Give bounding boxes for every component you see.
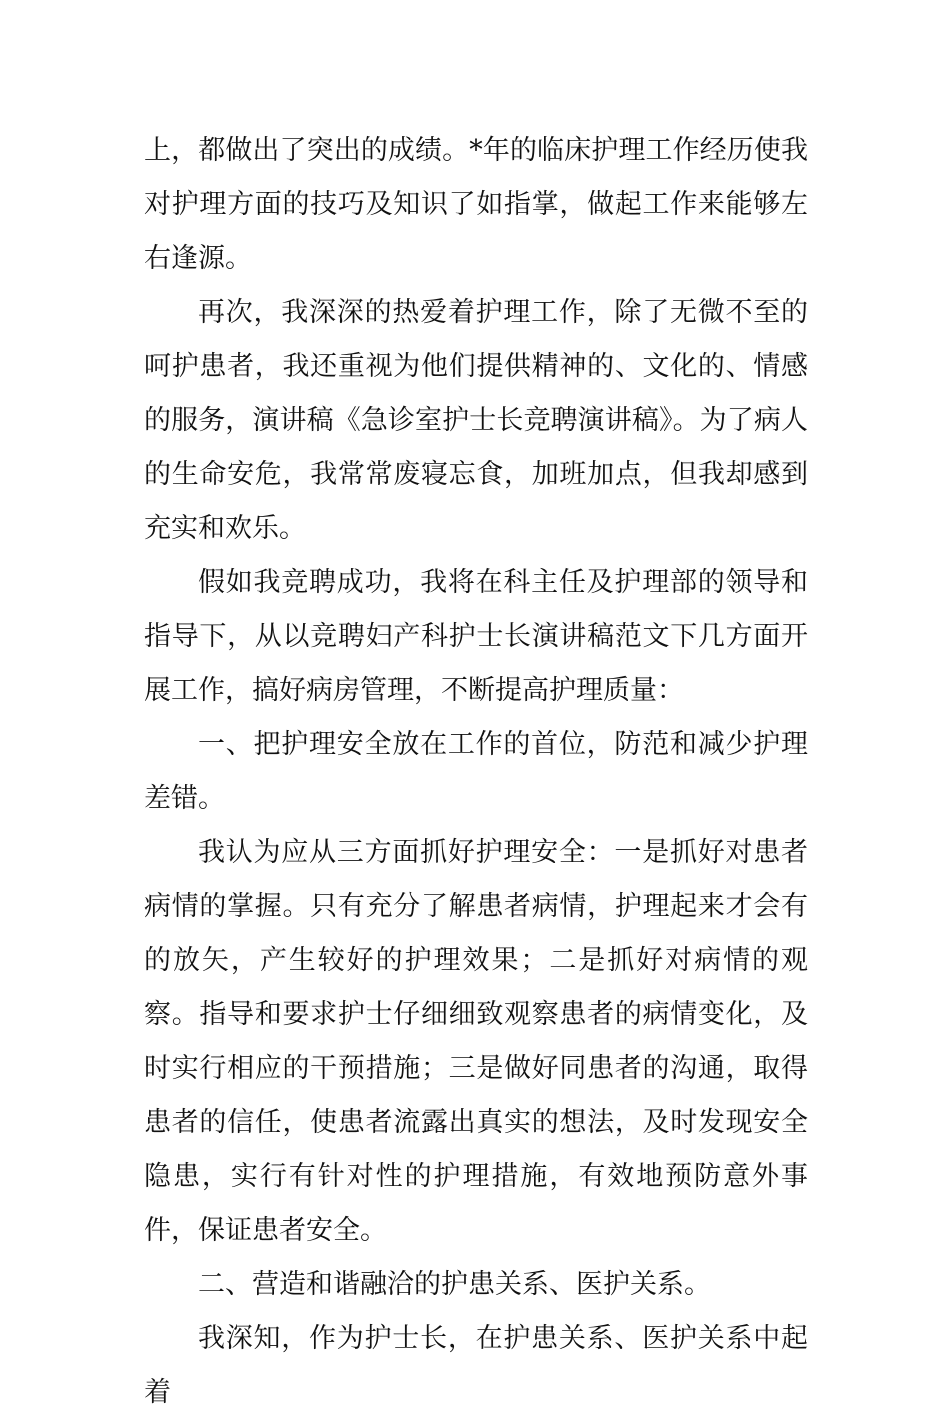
paragraph-6: 二、营造和谐融洽的护患关系、医护关系。 — [198, 1269, 711, 1300]
document-page — [144, 124, 808, 1420]
paragraph-1: 上，都做出了突出的成绩。*年的临床护理工作经历使我对护理方面的技巧及知识了如指掌，做起工作来能够左右逢源。 — [144, 135, 808, 274]
paragraph-5: 我认为应从三方面抓好护理安全：一是抓好对患者病情的掌握。只有充分了解患者病情，护理起来才会有的放矢，产生较好的护理效果；二是抓好对病情的观察。指导和要求护士仔细细致观察患者的病情变化，及时实行相应的干预措施；三是做好同患者的沟通，取得患者的信任，使患者流露出真实的想法，及时发现安全隐患，实行有针对性的护理措施，有效地预防意外事件，保证患者安全。 — [144, 837, 808, 1246]
paragraph-4: 一、把护理安全放在工作的首位，防范和减少护理差错。 — [144, 729, 808, 814]
paragraph-3: 假如我竞聘成功，我将在科主任及护理部的领导和指导下，从以竞聘妇产科护士长演讲稿范文下几方面开展工作，搞好病房管理，不断提高护理质量： — [144, 567, 808, 706]
paragraph-2: 再次，我深深的热爱着护理工作，除了无微不至的呵护患者，我还重视为他们提供精神的、文化的、情感的服务，演讲稿《急诊室护士长竞聘演讲稿》。为了病人的生命安危，我常常废寝忘食，加班加点，但我却感到充实和欢乐。 — [144, 297, 808, 544]
paragraph-7: 我深知，作为护士长，在护患关系、医护关系中起着 — [144, 1323, 808, 1408]
